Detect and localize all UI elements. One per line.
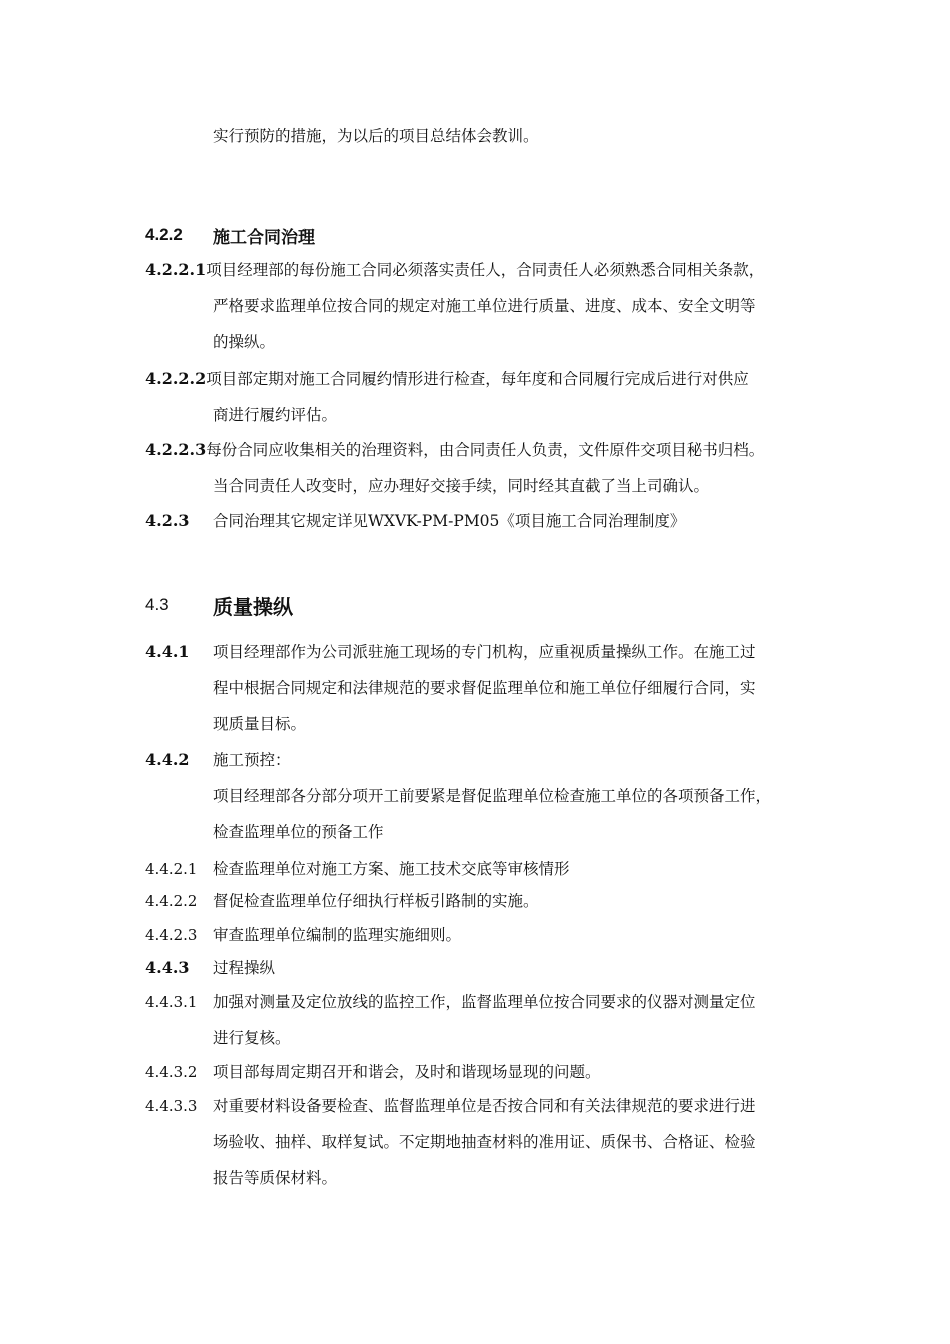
- clause-text: 项目经理部的每份施工合同必须落实责任人，合同责任人必须熟悉合同相关条款，: [206, 261, 765, 279]
- clause-number: 4.2.2.1: [145, 260, 207, 279]
- clause-4-2-2-2: [145, 361, 825, 397]
- section-title: 质量操纵: [213, 594, 293, 619]
- clause-number: 4.4.2: [145, 750, 190, 769]
- clause-4-2-2-2-continued: 商进行履约评估。: [213, 406, 338, 424]
- clause-4-2-2-1: [145, 252, 825, 288]
- clause-4-4-3-2: [145, 1054, 825, 1090]
- clause-4-4-2-2: [145, 883, 825, 919]
- clause-4-2-3: [145, 503, 825, 539]
- section-heading-4-3: [145, 590, 293, 620]
- clause-text: 合同治理其它规定详见WXVK-PM-PM05《项目施工合同治理制度》: [213, 512, 686, 530]
- clause-number: 4.4.3.3: [145, 1097, 198, 1115]
- clause-text: 审查监理单位编制的监理实施细则。: [213, 926, 462, 944]
- clause-4-4-3: [145, 950, 825, 986]
- clause-4-4-2-3: [145, 917, 825, 953]
- clause-number: 4.2.3: [145, 511, 190, 530]
- clause-number: 4.4.2.2: [145, 892, 198, 910]
- clause-text: 施工预控： 项目经理部各分部分项开工前要紧是督促监理单位检查施工单位的各项预备工作， 检查监理单位的预备工作: [213, 751, 772, 841]
- section-number: 4.3: [145, 595, 169, 614]
- clause-text: 过程操纵: [213, 959, 276, 977]
- clause-4-4-2-1: [145, 851, 825, 887]
- clause-text: 检查监理单位对施工方案、施工技术交底等审核情形: [213, 860, 570, 878]
- clause-number: 4.4.3: [145, 958, 190, 977]
- clause-number: 4.4.3.1: [145, 993, 198, 1011]
- clause-number: 4.2.2.2: [145, 369, 207, 388]
- clause-4-4-1: [145, 634, 825, 742]
- clause-number: 4.4.3.2: [145, 1063, 198, 1081]
- clause-number: 4.4.2.3: [145, 926, 198, 944]
- clause-number: 4.4.1: [145, 642, 190, 661]
- section-heading-4-2-2: [145, 222, 315, 248]
- clause-text: 项目经理部作为公司派驻施工现场的专门机构，应重视质量操纵工作。在施工过 程中根据合同规定和法律规范的要求督促监理单位和施工单位仔细履行合同，实 现质量目标。: [213, 643, 756, 733]
- intro-paragraph: 实行预防的措施，为以后的项目总结体会教训。: [213, 127, 539, 145]
- clause-text: 加强对测量及定位放线的监控工作，监督监理单位按合同要求的仪器对测量定位 进行复核。: [213, 993, 756, 1047]
- clause-4-2-2-3: [145, 432, 825, 468]
- clause-4-2-2-1-continued: 严格要求监理单位按合同的规定对施工单位进行质量、进度、成本、安全文明等 的操纵。: [213, 297, 756, 351]
- clause-text: 对重要材料设备要检查、监督监理单位是否按合同和有关法律规范的要求进行进 场验收、抽样、取样复试。不定期地抽查材料的准用证、质保书、合格证、检验 报告等质保材料。: [213, 1097, 756, 1187]
- clause-text: 项目部定期对施工合同履约情形进行检查，每年度和合同履行完成后进行对供应: [206, 370, 749, 388]
- clause-text: 每份合同应收集相关的治理资料，由合同责任人负责，文件原件交项目秘书归档。: [206, 441, 765, 459]
- clause-number: 4.2.2.3: [145, 440, 207, 459]
- clause-4-4-3-1: [145, 984, 825, 1056]
- clause-4-4-3-3: [145, 1088, 825, 1196]
- section-title: 施工合同治理: [213, 227, 315, 248]
- clause-number: 4.4.2.1: [145, 860, 198, 878]
- clause-4-2-2-3-continued: 当合同责任人改变时，应办理好交接手续，同时经其直截了当上司确认。: [213, 477, 710, 495]
- clause-text: 项目部每周定期召开和谐会，及时和谐现场显现的问题。: [213, 1063, 601, 1081]
- section-number: 4.2.2: [145, 225, 183, 244]
- clause-text: 督促检查监理单位仔细执行样板引路制的实施。: [213, 892, 539, 910]
- clause-4-4-2: [145, 742, 825, 850]
